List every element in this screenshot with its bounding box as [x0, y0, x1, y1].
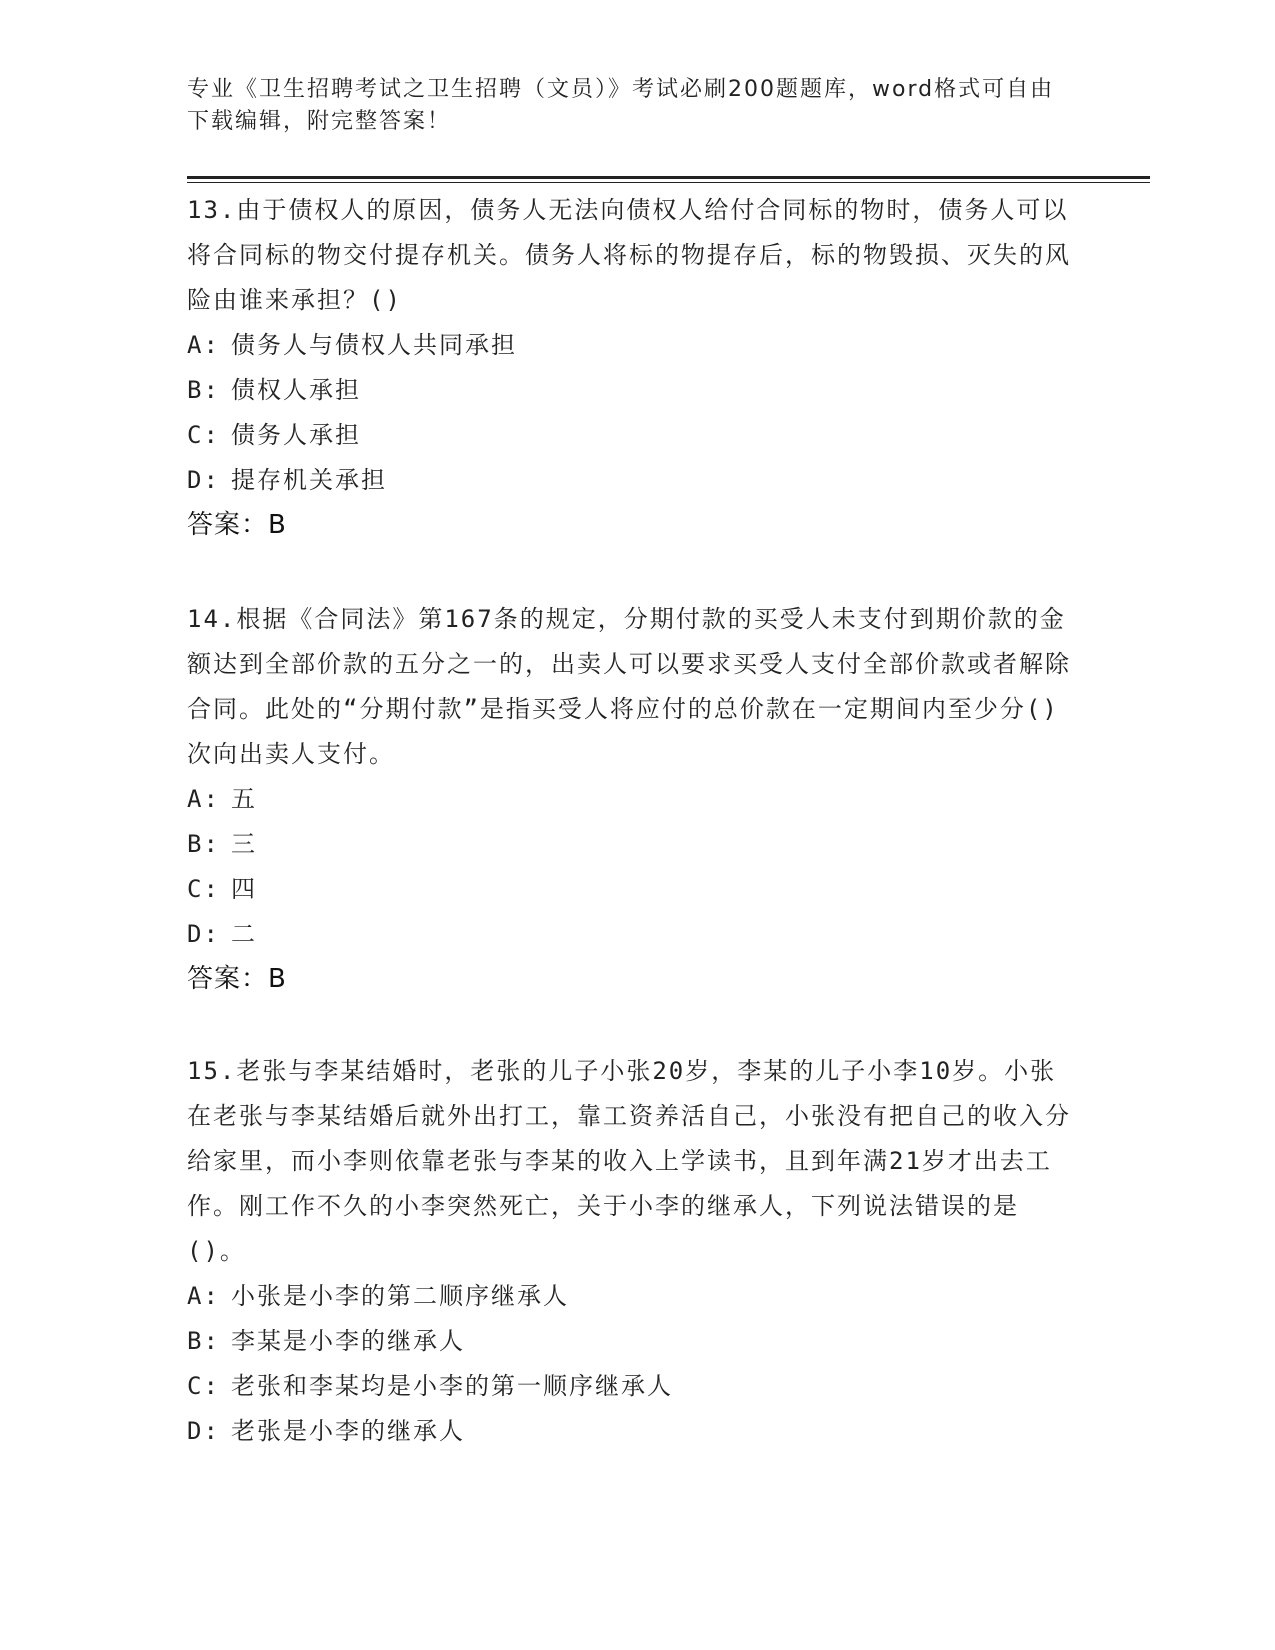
option-b	[187, 822, 1077, 867]
question-stem: 14.根据《合同法》第167条的规定，分期付款的买受人未支付到期价款的金额达到全部价款的五分之一的，出卖人可以要求买受人支付全部价款或者解除合同。此处的“分期付款”是指买受人将应付的总价款在一定期间内至少分()次向出卖人支付。	[187, 605, 1071, 768]
option-b	[187, 1319, 1077, 1364]
option-key: D:	[187, 1417, 220, 1445]
option-a	[187, 777, 1077, 822]
option-c	[187, 413, 1077, 458]
option-d	[187, 458, 1077, 503]
option-d	[187, 912, 1077, 957]
option-text: 债务人承担	[231, 421, 361, 449]
option-c	[187, 1364, 1077, 1409]
option-key: B:	[187, 1327, 220, 1355]
answer-line: 答案：B	[187, 964, 287, 994]
option-text: 债权人承担	[231, 376, 361, 404]
option-key: B:	[187, 376, 220, 404]
answer-line: 答案：B	[187, 510, 287, 540]
option-b	[187, 368, 1077, 413]
option-key: A:	[187, 785, 220, 813]
option-key: C:	[187, 875, 220, 903]
question-14	[187, 597, 1077, 1002]
document-header: 专业《卫生招聘考试之卫生招聘（文员）》考试必刷200题题库，word格式可自由下载编辑，附完整答案！	[187, 77, 1055, 134]
question-stem: 15.老张与李某结婚时，老张的儿子小张20岁，李某的儿子小李10岁。小张在老张与李某结婚后就外出打工，靠工资养活自己，小张没有把自己的收入分给家里，而小李则依靠老张与李某的收入上学读书，且到年满21岁才出去工作。刚工作不久的小李突然死亡，关于小李的继承人，下列说法错误的是()。	[187, 1057, 1071, 1265]
option-key: D:	[187, 920, 220, 948]
option-key: B:	[187, 830, 220, 858]
option-a	[187, 323, 1077, 368]
option-text: 二	[231, 920, 257, 948]
option-key: A:	[187, 331, 220, 359]
option-text: 四	[231, 875, 257, 903]
option-key: C:	[187, 421, 220, 449]
option-text: 小张是小李的第二顺序继承人	[231, 1282, 569, 1310]
header-divider-thick	[187, 176, 1150, 179]
question-15	[187, 1049, 1077, 1454]
option-text: 李某是小李的继承人	[231, 1327, 465, 1355]
option-key: A:	[187, 1282, 220, 1310]
option-d	[187, 1409, 1077, 1454]
option-text: 债务人与债权人共同承担	[231, 331, 517, 359]
option-a	[187, 1274, 1077, 1319]
option-text: 提存机关承担	[231, 466, 387, 494]
option-text: 老张是小李的继承人	[231, 1417, 465, 1445]
option-key: C:	[187, 1372, 220, 1400]
question-stem: 13.由于债权人的原因，债务人无法向债权人给付合同标的物时，债务人可以将合同标的物交付提存机关。债务人将标的物提存后，标的物毁损、灭失的风险由谁来承担？()	[187, 196, 1071, 314]
option-text: 五	[231, 785, 257, 813]
header-divider-thin	[187, 182, 1150, 183]
option-c	[187, 867, 1077, 912]
option-text: 老张和李某均是小李的第一顺序继承人	[231, 1372, 673, 1400]
option-text: 三	[231, 830, 257, 858]
question-13	[187, 188, 1077, 548]
option-key: D:	[187, 466, 220, 494]
